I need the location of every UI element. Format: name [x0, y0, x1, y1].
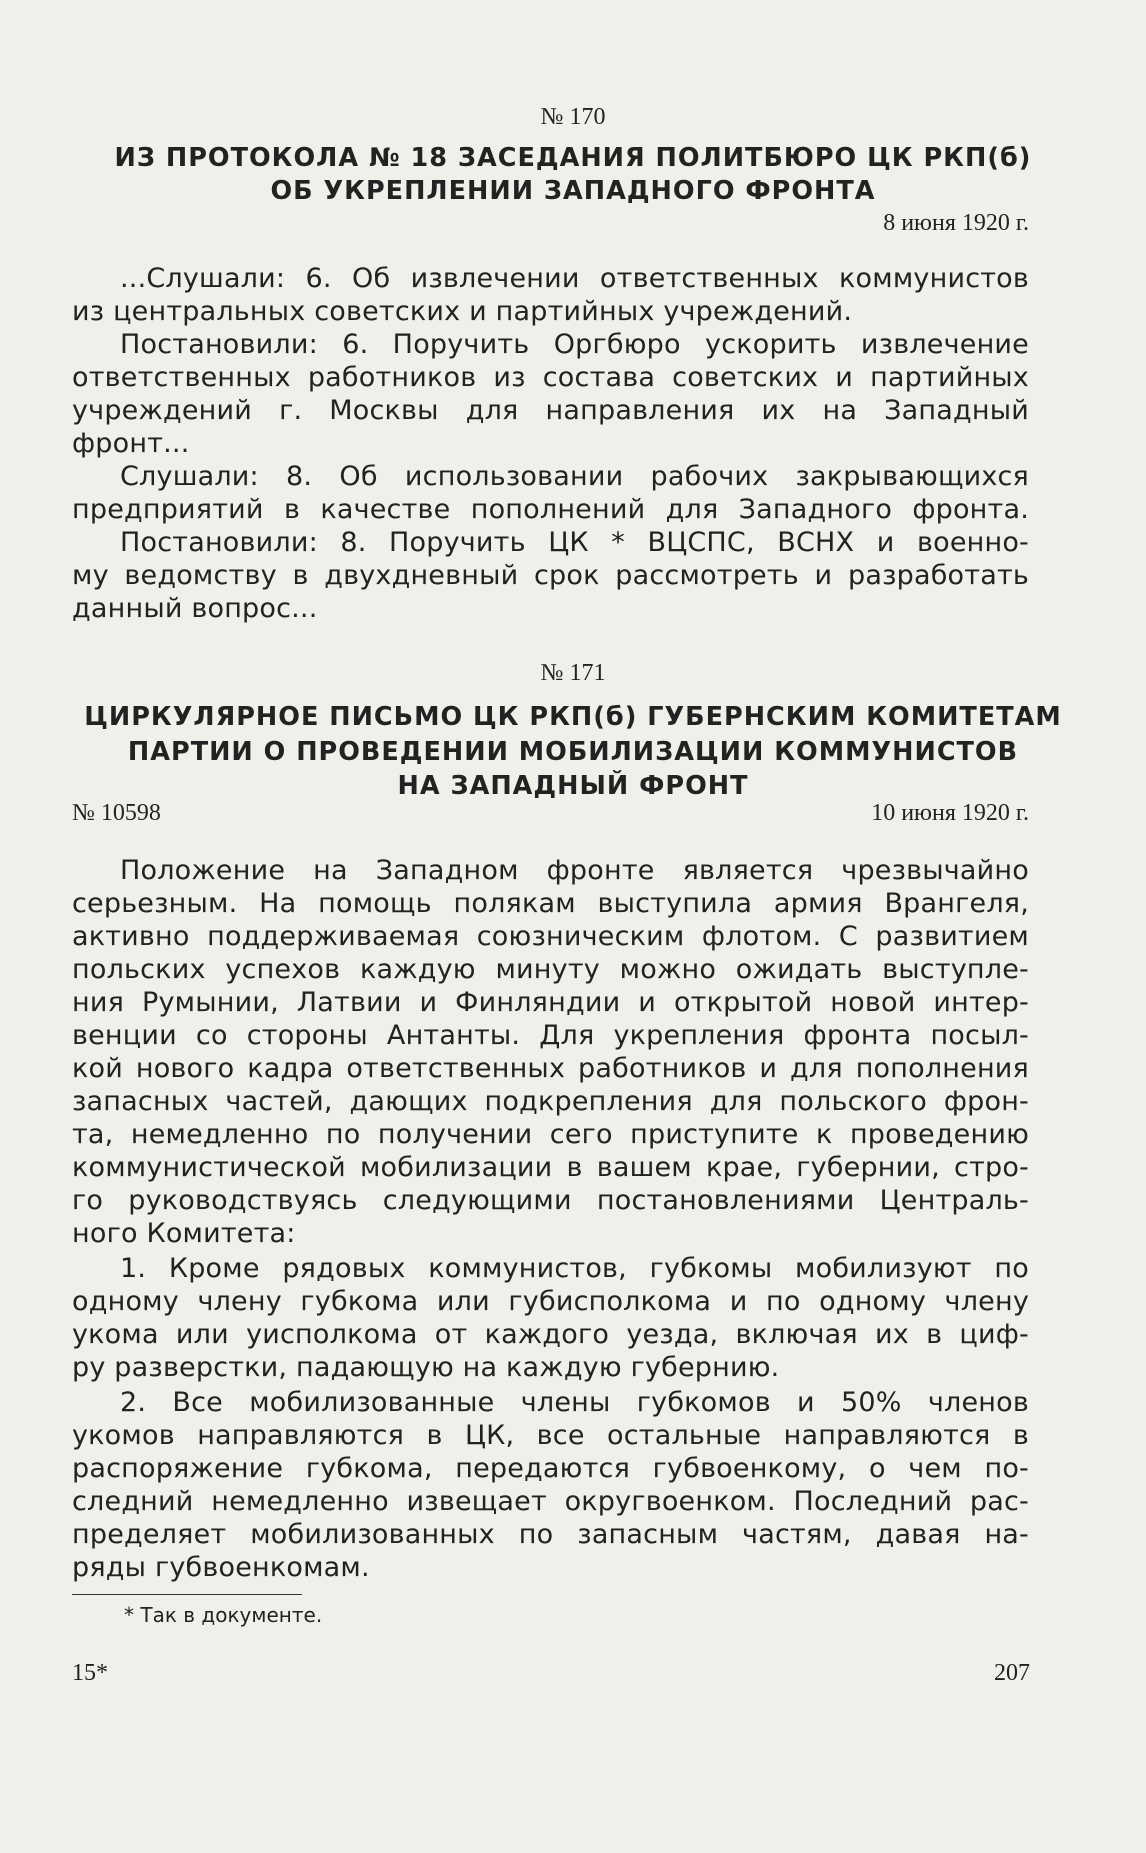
doc171-line: укомов направляются в ЦК, все остальные направляются в: [72, 1420, 1029, 1451]
doc171-line: ряды губвоенкомам.: [72, 1552, 370, 1583]
doc170-title-line1: ИЗ ПРОТОКОЛА № 18 ЗАСЕДАНИЯ ПОЛИТБЮРО ЦК РКП(б): [114, 143, 1032, 173]
doc171-title-line2: ПАРТИИ О ПРОВЕДЕНИИ МОБИЛИЗАЦИИ КОММУНИСТОВ: [127, 737, 1019, 767]
doc171-line: ния Румынии, Латвии и Финляндии и открытой новой интер-: [72, 987, 1029, 1018]
doc171-line: укома или уисполкома от каждого уезда, включая их в циф-: [72, 1319, 1029, 1350]
footnote-rule: [72, 1594, 302, 1595]
doc170-line: ...Слушали: 6. Об извлечении ответственных коммунистов: [120, 263, 1029, 294]
doc171-line: следний немедленно извещает округвоенком. Последний рас-: [72, 1486, 1029, 1517]
doc171-line: коммунистической мобилизации в вашем крае, губернии, стро-: [72, 1152, 1029, 1183]
doc171-line: та, немедленно по получении сего приступите к проведению: [72, 1119, 1029, 1150]
doc171-line: ного Комитета:: [72, 1218, 296, 1249]
doc171-line: кой нового кадра ответственных работников и для пополнения: [72, 1053, 1029, 1084]
doc171-line: 2. Все мобилизованные члены губкомов и 50% членов: [120, 1387, 1029, 1418]
doc171-line: серьезным. На помощь полякам выступила армия Врангеля,: [72, 888, 1029, 919]
doc171-line: запасных частей, дающих подкрепления для польского фрон-: [72, 1086, 1029, 1117]
doc170-line: му ведомству в двухдневный срок рассмотреть и разработать: [72, 560, 1029, 591]
page-number: 207: [994, 1660, 1030, 1686]
doc170-line: Постановили: 8. Поручить ЦК * ВЦСПС, ВСНХ и военно-: [120, 527, 1029, 558]
doc171-line: Положение на Западном фронте является чрезвычайно: [120, 855, 1029, 886]
doc170-line: учреждений г. Москвы для направления их на Западный: [72, 395, 1029, 426]
doc170-line: из центральных советских и партийных учреждений.: [72, 296, 853, 327]
doc171-line: одному члену губкома или губисполкома и по одному члену: [72, 1286, 1029, 1317]
doc171-line: активно поддерживаемая союзническим флотом. С развитием: [72, 921, 1029, 952]
doc170-line: Слушали: 8. Об использовании рабочих закрывающихся: [120, 461, 1029, 492]
doc171-line: венции со стороны Антанты. Для укрепления фронта посыл-: [72, 1020, 1029, 1051]
footnote: * Так в документе.: [124, 1603, 323, 1627]
doc170-title-line2: ОБ УКРЕПЛЕНИИ ЗАПАДНОГО ФРОНТА: [270, 176, 876, 206]
doc170-line: фронт...: [72, 428, 190, 459]
doc170-line: Постановили: 6. Поручить Оргбюро ускорить извлечение: [120, 329, 1029, 360]
doc171-title-line3: НА ЗАПАДНЫЙ ФРОНТ: [397, 771, 749, 801]
doc170-line: данный вопрос...: [72, 593, 318, 624]
doc171-line: ру разверстки, падающую на каждую губернию.: [72, 1352, 780, 1383]
doc171-line: польских успехов каждую минуту можно ожидать выступле-: [72, 954, 1029, 985]
doc171-line: го руководствуясь следующими постановлениями Централь-: [72, 1185, 1029, 1216]
doc170-line: предприятий в качестве пополнений для Западного фронта.: [72, 494, 1029, 525]
doc171-date: 10 июня 1920 г.: [871, 800, 1029, 826]
doc171-line: 1. Кроме рядовых коммунистов, губкомы мобилизуют по: [120, 1253, 1029, 1284]
doc171-line: распоряжение губкома, передаются губвоенкому, о чем по-: [72, 1453, 1029, 1484]
doc171-title-line1: ЦИРКУЛЯРНОЕ ПИСЬМО ЦК РКП(б) ГУБЕРНСКИМ КОМИТЕТАМ: [84, 702, 1062, 732]
doc171-line: пределяет мобилизованных по запасным частям, давая на-: [72, 1519, 1029, 1550]
doc171-number: № 171: [540, 660, 606, 686]
signature-mark: 15*: [72, 1660, 108, 1686]
doc170-line: ответственных работников из состава советских и партийных: [72, 362, 1029, 393]
doc171-ref-number: № 10598: [72, 800, 161, 826]
doc170-date: 8 июня 1920 г.: [883, 210, 1029, 236]
doc170-number: № 170: [540, 104, 606, 130]
